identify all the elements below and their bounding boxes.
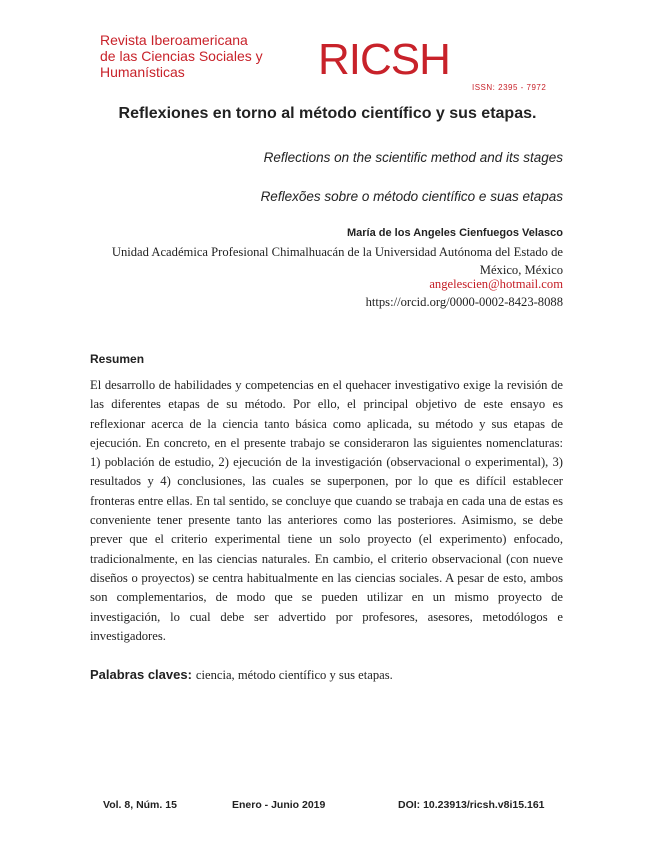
abstract-heading: Resumen bbox=[90, 352, 145, 366]
journal-name-line-2: de las Ciencias Sociales y bbox=[100, 48, 263, 64]
issn-label: ISSN: 2395 - 7972 bbox=[472, 83, 547, 92]
journal-logo: RICSH bbox=[318, 35, 450, 84]
author-orcid-link[interactable]: https://orcid.org/0000-0002-8423-8088 bbox=[365, 295, 563, 309]
journal-name-line-3: Humanísticas bbox=[100, 64, 185, 80]
author-name: María de los Angeles Cienfuegos Velasco bbox=[347, 227, 563, 239]
author-affiliation: Unidad Académica Profesional Chimalhuacán de la Universidad Autónoma del Estado de México, México bbox=[111, 245, 563, 277]
keywords-line bbox=[90, 666, 570, 684]
journal-name-line-1: Revista Iberoamericana bbox=[100, 32, 248, 48]
footer-doi: DOI: 10.23913/ricsh.v8i15.161 bbox=[398, 799, 545, 811]
title-portuguese: Reflexões sobre o método científico e suas etapas bbox=[260, 189, 563, 204]
title-english: Reflections on the scientific method and its stages bbox=[263, 150, 563, 165]
journal-name bbox=[100, 32, 330, 80]
footer-period: Enero - Junio 2019 bbox=[232, 799, 326, 811]
author-email-link[interactable]: angelescien@hotmail.com bbox=[429, 277, 563, 291]
article-title: Reflexiones en torno al método científico y sus etapas. bbox=[118, 105, 537, 122]
keywords-text: ciencia, método científico y sus etapas. bbox=[195, 668, 393, 682]
keywords-label: Palabras claves: bbox=[90, 667, 192, 682]
abstract-text: El desarrollo de habilidades y competencias en el quehacer investigativo exige la revisión de las diferentes etapas de su método. Por ello, el principal objetivo de este ensayo es reflexionar acerca de la ciencia tanto básica como aplicada, su método y sus etapas de ejecución. En concreto, en el presente trabajo se consideraron las siguientes nomenclaturas: 1) población de estudio, 2) ejecución de la investigación (observacional o experimental), 3) resultados y 4) conclusiones, las cuales se superponen, por lo que es difícil establecer fronteras entre ellas. En tal sentido, se concluye que cuando se trabaja en cada una de estas es conveniente tener presente tanto las anteriores como las posteriores. Asimismo, se debe prever que el criterio experimental tiene un solo proyecto (el experimento) enfocado, tradicionalmente, en las ciencias naturales. En cambio, el criterio observacional (con nueve diseños o proyectos) se centra habitualmente en las ciencias sociales. A pesar de esto, ambos son complementarios, de modo que se pueden utilizar en un mismo proyecto de investigación, lo cual debe ser advertido por profesores, asesores, metodólogos e investigadores. bbox=[90, 378, 563, 643]
footer-volume: Vol. 8, Núm. 15 bbox=[103, 799, 177, 811]
